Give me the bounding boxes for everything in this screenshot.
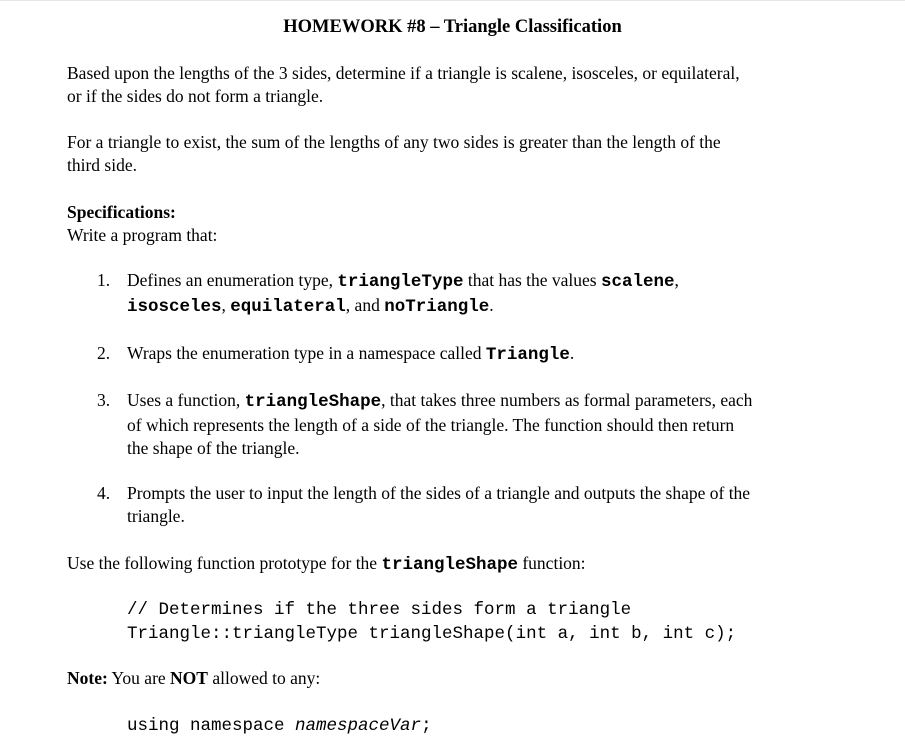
- item-text-run: Wraps the enumeration type in a namespace called: [127, 343, 486, 363]
- code-term: triangleShape: [381, 555, 518, 575]
- list-item-number: 2.: [97, 343, 111, 363]
- item-text-run: , and: [345, 295, 385, 315]
- code-term: triangleShape: [244, 392, 382, 412]
- intro-paragraph: [67, 62, 857, 108]
- code-term: scalene: [600, 272, 675, 292]
- prototype-code-block: [127, 598, 736, 646]
- item-text-run: .: [489, 295, 494, 315]
- note-emphasis: NOT: [170, 668, 208, 688]
- code-term: isosceles: [127, 297, 222, 317]
- code-placeholder-var: namespaceVar: [295, 716, 422, 736]
- code-term: triangleType: [337, 272, 464, 292]
- item-text-run: Uses a function,: [127, 390, 245, 410]
- specifications-lead: Write a program that:: [67, 225, 218, 245]
- specifications-heading: Specifications:: [67, 202, 176, 222]
- page-top-border: [0, 0, 905, 1]
- note-paragraph: [67, 667, 857, 690]
- item-text-run: Defines an enumeration type,: [127, 270, 338, 290]
- item-text-run: , that takes three numbers as formal parameters, each: [381, 390, 753, 410]
- note-text-run: allowed to any:: [207, 668, 321, 688]
- intro-line-2: or if the sides do not form a triangle.: [67, 86, 324, 106]
- item-text-run: .: [569, 343, 575, 363]
- note-label: Note:: [67, 668, 108, 688]
- note-text-run: You are: [107, 668, 171, 688]
- code-semicolon: ;: [421, 716, 432, 736]
- code-term: Triangle: [485, 345, 570, 365]
- code-term: noTriangle: [384, 297, 490, 317]
- list-item-number: 4.: [97, 483, 111, 503]
- item-text-run: ,: [221, 295, 231, 315]
- prototype-text-run: Use the following function prototype for the: [67, 553, 382, 573]
- list-item-number: 1.: [97, 270, 111, 290]
- list-item-text: [127, 389, 852, 460]
- rule-line-2: third side.: [67, 155, 137, 175]
- triangle-rule-paragraph: [67, 131, 857, 177]
- item-text-run: Prompts the user to input the length of the sides of a triangle and outputs the shape of the: [127, 483, 751, 503]
- item-text-run: that has the values: [463, 270, 601, 290]
- code-term: equilateral: [230, 297, 346, 317]
- code-comment-line: // Determines if the three sides form a triangle: [127, 600, 632, 620]
- page-title: HOMEWORK #8 – Triangle Classification: [283, 17, 622, 37]
- code-keyword-run: using namespace: [127, 716, 296, 736]
- prototype-instruction: [67, 552, 857, 577]
- item-text-run: of which represents the length of a side of the triangle. The function should then return: [127, 415, 735, 435]
- specifications-section: [67, 201, 857, 247]
- list-item-number: 3.: [97, 390, 111, 410]
- item-text-run: ,: [674, 270, 679, 290]
- list-item-text: [127, 269, 852, 319]
- rule-line-1: For a triangle to exist, the sum of the lengths of any two sides is greater than the length of the: [67, 132, 721, 152]
- item-text-run: the shape of the triangle.: [127, 438, 300, 458]
- prototype-text-run: function:: [517, 553, 586, 573]
- intro-line-1: Based upon the lengths of the 3 sides, determine if a triangle is scalene, isosceles, or equilateral,: [67, 63, 740, 83]
- using-namespace-code: [127, 714, 432, 738]
- list-item-text: [127, 482, 852, 528]
- item-text-run: triangle.: [127, 506, 185, 526]
- code-prototype-line: Triangle::triangleType triangleShape(int a, int b, int c);: [127, 624, 737, 644]
- list-item-text: [127, 342, 852, 367]
